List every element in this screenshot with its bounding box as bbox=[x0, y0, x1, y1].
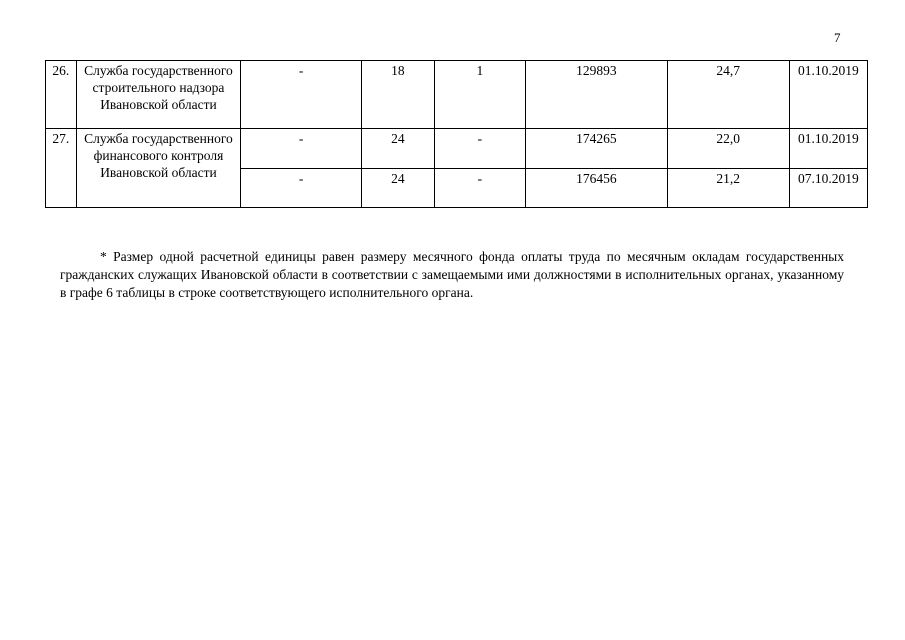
organization-name: Служба государственного строительного надзора Ивановской области bbox=[76, 61, 241, 129]
table-cell: - bbox=[434, 129, 525, 169]
table-cell: 1 bbox=[434, 61, 525, 129]
table-cell: 174265 bbox=[525, 129, 667, 169]
date-cell: 01.10.2019 bbox=[789, 61, 867, 129]
row-number: 26. bbox=[46, 61, 77, 129]
table-cell: - bbox=[434, 169, 525, 208]
table-cell: 21,2 bbox=[667, 169, 789, 208]
table-cell: 18 bbox=[361, 61, 434, 129]
data-table bbox=[45, 60, 868, 208]
table-cell: 22,0 bbox=[667, 129, 789, 169]
table-cell: 24 bbox=[361, 129, 434, 169]
table-cell: - bbox=[241, 61, 362, 129]
table-cell: 24,7 bbox=[667, 61, 789, 129]
table-cell: - bbox=[241, 169, 362, 208]
table-cell: 24 bbox=[361, 169, 434, 208]
page-number: 7 bbox=[834, 30, 841, 45]
table-cell: 129893 bbox=[525, 61, 667, 129]
table-cell: 176456 bbox=[525, 169, 667, 208]
date-cell: 07.10.2019 bbox=[789, 169, 867, 208]
date-cell: 01.10.2019 bbox=[789, 129, 867, 169]
row-number: 27. bbox=[46, 129, 77, 208]
organization-name: Служба государственного финансового контроля Ивановской области bbox=[76, 129, 241, 208]
footnote: * Размер одной расчетной единицы равен размеру месячного фонда оплаты труда по месячным окладам государственных гражданских служащих Ивановской области в соответствии с замещаемыми ими должностями в исполнительных органах, указанному в графе 6 таблицы в строке соответствующего исполнительного органа. bbox=[60, 248, 844, 300]
table-row bbox=[46, 129, 868, 169]
table-row bbox=[46, 61, 868, 129]
table-cell: - bbox=[241, 129, 362, 169]
